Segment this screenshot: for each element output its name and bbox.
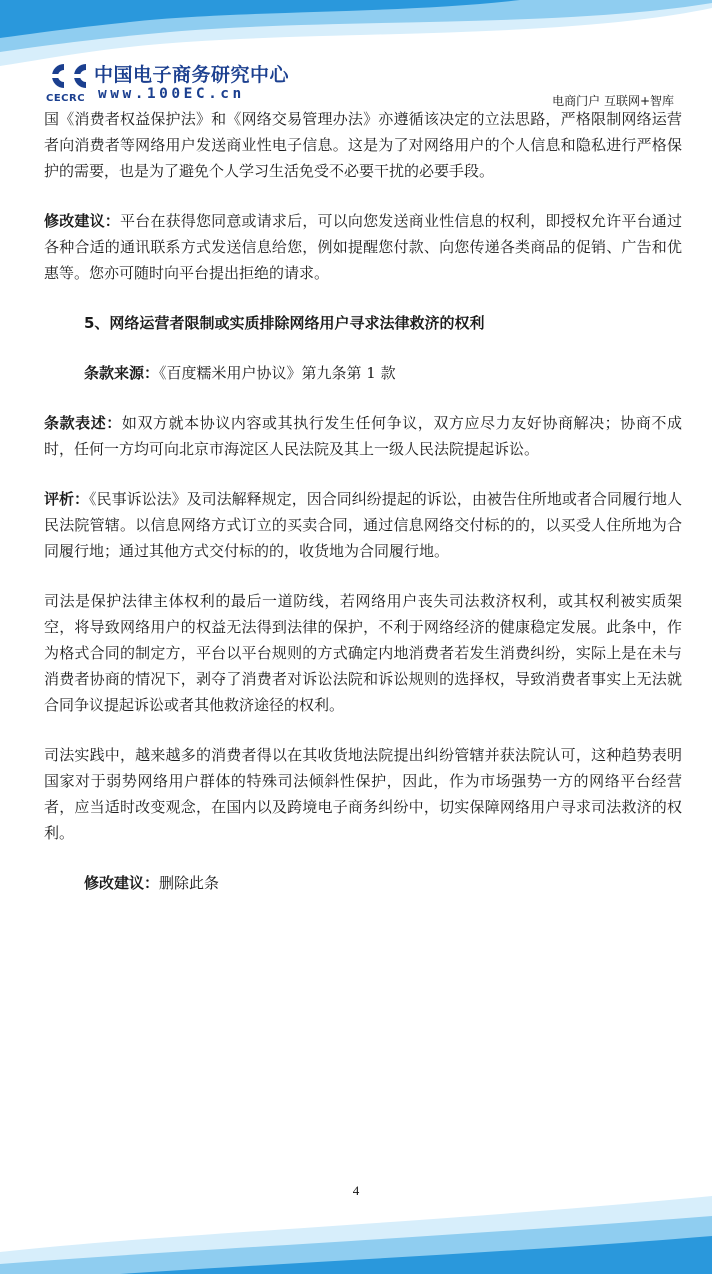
page-number: 4	[352, 1183, 360, 1198]
judicial-protection-text: 司法是保护法律主体权利的最后一道防线，若网络用户丧失司法救济权利，或其权利被实质架空，将导致网络用户的权益无法得到法律的保护，不利于网络经济的健康稳定发展。此条中，作为格式合同的制定方，平台以平台规则的方式确定内地消费者若发生消费纠纷，实际上是在未与消费者协商的情况下，剥夺了消费者对诉讼法院和诉讼规则的选择权，导致消费者事实上无法就合同争议提起诉讼或者其他救济途径的权利。	[44, 592, 682, 714]
document-body	[44, 106, 682, 920]
paragraph-clause-source	[84, 360, 682, 386]
logo-name: 中国电子商务研究中心	[94, 64, 290, 86]
paragraph-analysis	[44, 486, 682, 564]
clause-statement-label: 条款表述：	[44, 414, 122, 432]
clause-source-label: 条款来源：	[84, 364, 160, 382]
paragraph-judicial-protection	[44, 588, 682, 718]
bottom-wave-decoration	[0, 1194, 712, 1274]
header-tagline: 电商门户 互联网+智库	[552, 94, 674, 108]
suggestion-label: 修改建议：	[44, 212, 120, 230]
section-heading: 5、网络运营者限制或实质排除网络用户寻求法律救济的权利	[84, 314, 485, 332]
final-suggestion-text: 删除此条	[159, 874, 220, 892]
paragraph-judicial-practice	[44, 742, 682, 846]
final-suggestion-label: 修改建议：	[84, 874, 160, 892]
header	[44, 58, 684, 106]
logo-url: www.100EC.cn	[98, 86, 245, 102]
clause-source-text: 《百度糯米用户协议》第九条第 1 款	[159, 364, 396, 382]
suggestion-text: 平台在获得您同意或请求后，可以向您发送商业性信息的权利，即授权允许平台通过各种合适的通讯联系方式发送信息给您，例如提醒您付款、向您传递各类商品的促销、广告和优惠等。您亦可随时向平台提出拒绝的请求。	[44, 212, 682, 282]
judicial-practice-text: 司法实践中，越来越多的消费者得以在其收货地法院提出纠纷管辖并获法院认可，这种趋势表明国家对于弱势网络用户群体的特殊司法倾斜性保护，因此，作为市场强势一方的网络平台经营者，应当适时改变观念，在国内以及跨境电子商务纠纷中，切实保障网络用户寻求司法救济的权利。	[44, 746, 682, 842]
analysis-label: 评析：	[44, 490, 90, 508]
analysis-text: 《民事诉讼法》及司法解释规定，因合同纠纷提起的诉讼，由被告住所地或者合同履行地人民法院管辖。以信息网络方式订立的买卖合同，通过信息网络交付标的的，以买受人住所地为合同履行地；通过其他方式交付标的的，收货地为合同履行地。	[44, 490, 682, 560]
cecrc-logo-icon	[44, 60, 88, 92]
paragraph-final-suggestion	[84, 870, 682, 896]
paragraph-continuation: 国《消费者权益保护法》和《网络交易管理办法》亦遵循该决定的立法思路，严格限制网络运营者向消费者等网络用户发送商业性电子信息。这是为了对网络用户的个人信息和隐私进行严格保护的需要，也是为了避免个人学习生活免受不必要干扰的必要手段。	[44, 110, 682, 180]
paragraph-clause-statement	[44, 410, 682, 462]
paragraph-suggestion	[44, 208, 682, 286]
logo-abbreviation: CECRC	[46, 93, 86, 104]
clause-statement-text: 如双方就本协议内容或其执行发生任何争议，双方应尽力友好协商解决；协商不成时，任何一方均可向北京市海淀区人民法院及其上一级人民法院提起诉讼。	[44, 414, 682, 458]
